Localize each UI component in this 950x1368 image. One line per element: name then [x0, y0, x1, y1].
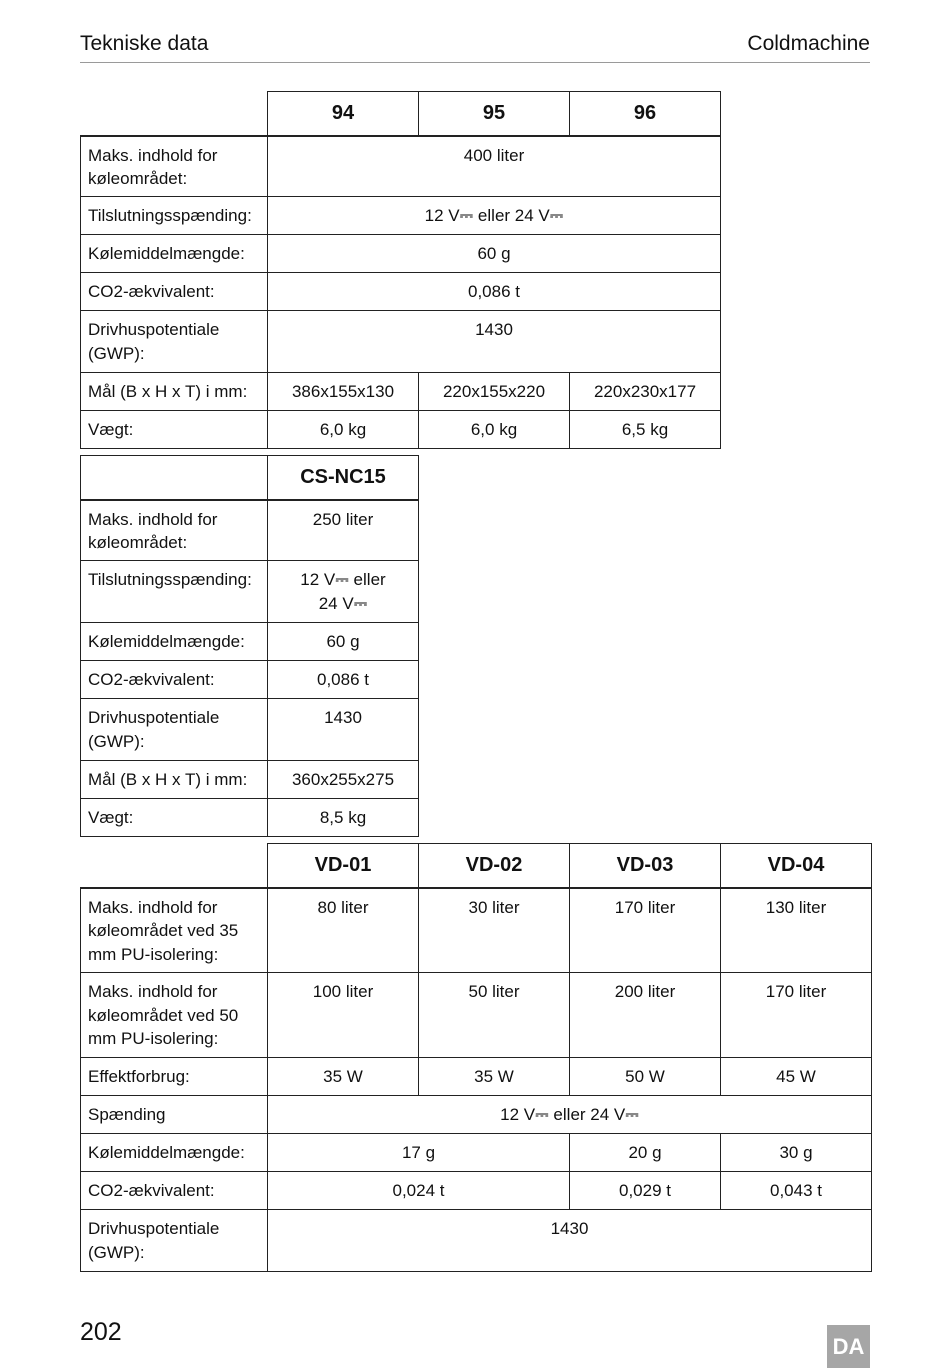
page-number: 202 — [80, 1318, 122, 1346]
cell-value: 50 W — [570, 1058, 721, 1096]
table-row — [81, 500, 419, 561]
table-row — [81, 311, 721, 373]
cell-value: 0,043 t — [721, 1172, 872, 1210]
cell-value: 6,5 kg — [570, 411, 721, 449]
row-label: CO2-ækvivalent: — [81, 1172, 268, 1210]
table-row — [81, 623, 419, 661]
row-label: CO2-ækvivalent: — [81, 273, 268, 311]
cell-value: 12 V⎓ eller 24 V⎓ — [268, 1096, 872, 1134]
cell-value: 0,086 t — [268, 661, 419, 699]
cell-value: 0,024 t — [268, 1172, 570, 1210]
table-header-row — [81, 844, 872, 888]
cell-value: 170 liter — [721, 973, 872, 1058]
row-label: Maks. indhold for køleområdet ved 50 mm PU-isolering: — [81, 973, 268, 1058]
table-row — [81, 235, 721, 273]
cell-value: 220x230x177 — [570, 373, 721, 411]
cell-value: 20 g — [570, 1134, 721, 1172]
cell-value: 0,086 t — [268, 273, 721, 311]
row-label: Spænding — [81, 1096, 268, 1134]
cell-value: 170 liter — [570, 888, 721, 973]
cell-value: 30 g — [721, 1134, 872, 1172]
cell-value: 400 liter — [268, 136, 721, 197]
row-label: CO2-ækvivalent: — [81, 661, 268, 699]
row-label: Drivhuspotentiale (GWP): — [81, 311, 268, 373]
cell-value: 250 liter — [268, 500, 419, 561]
cell-value: 130 liter — [721, 888, 872, 973]
row-label: Tilslutningsspænding: — [81, 197, 268, 235]
cell-value: 6,0 kg — [268, 411, 419, 449]
cell-value: 360x255x275 — [268, 761, 419, 799]
cell-value: 60 g — [268, 623, 419, 661]
table-row — [81, 699, 419, 761]
table-row — [81, 661, 419, 699]
cell-value: 6,0 kg — [419, 411, 570, 449]
table-row — [81, 561, 419, 623]
model-header: VD-04 — [721, 844, 872, 888]
cell-value: 60 g — [268, 235, 721, 273]
table-header-row — [81, 456, 419, 500]
table-row — [81, 888, 872, 973]
empty-corner-cell — [81, 844, 268, 888]
row-label: Maks. indhold for køleområdet ved 35 mm PU-isolering: — [81, 888, 268, 973]
row-label: Vægt: — [81, 799, 268, 837]
table-row — [81, 1172, 872, 1210]
row-label: Maks. indhold for køleområdet: — [81, 136, 268, 197]
model-header: 94 — [268, 92, 419, 136]
model-header: CS-NC15 — [268, 456, 419, 500]
empty-corner-cell — [81, 92, 268, 136]
table-row — [81, 973, 872, 1058]
spec-table-94-96 — [80, 91, 721, 449]
cell-value: 50 liter — [419, 973, 570, 1058]
table-header-row — [81, 92, 721, 136]
row-label: Mål (B x H x T) i mm: — [81, 373, 268, 411]
product-title: Coldmachine — [747, 32, 870, 55]
cell-value: 8,5 kg — [268, 799, 419, 837]
row-label: Effektforbrug: — [81, 1058, 268, 1096]
table-row — [81, 273, 721, 311]
voltage-line: 12 V⎓ eller — [300, 570, 386, 589]
cell-value: 1430 — [268, 1210, 872, 1272]
row-label: Kølemiddelmængde: — [81, 1134, 268, 1172]
page-header — [80, 28, 870, 63]
table-row — [81, 1134, 872, 1172]
section-title: Tekniske data — [80, 32, 209, 55]
empty-corner-cell — [81, 456, 268, 500]
model-header: 96 — [570, 92, 721, 136]
row-label: Kølemiddelmængde: — [81, 623, 268, 661]
cell-value — [268, 561, 419, 623]
spec-table-vd — [80, 843, 872, 1272]
cell-value: 1430 — [268, 311, 721, 373]
cell-value: 386x155x130 — [268, 373, 419, 411]
cell-value: 1430 — [268, 699, 419, 761]
cell-value: 100 liter — [268, 973, 419, 1058]
table-row — [81, 761, 419, 799]
table-row — [81, 1058, 872, 1096]
row-label: Mål (B x H x T) i mm: — [81, 761, 268, 799]
model-header: VD-01 — [268, 844, 419, 888]
table-row — [81, 197, 721, 235]
cell-value: 35 W — [268, 1058, 419, 1096]
row-label: Drivhuspotentiale (GWP): — [81, 1210, 268, 1272]
cell-value: 35 W — [419, 1058, 570, 1096]
cell-value: 12 V⎓ eller 24 V⎓ — [268, 197, 721, 235]
row-label: Vægt: — [81, 411, 268, 449]
table-row — [81, 1210, 872, 1272]
cell-value: 200 liter — [570, 973, 721, 1058]
table-row — [81, 373, 721, 411]
voltage-line: 24 V⎓ — [318, 593, 368, 613]
spec-table-cs-nc15 — [80, 455, 419, 837]
model-header: VD-03 — [570, 844, 721, 888]
row-label: Kølemiddelmængde: — [81, 235, 268, 273]
row-label: Maks. indhold for køleområdet: — [81, 500, 268, 561]
model-header: 95 — [419, 92, 570, 136]
model-header: VD-02 — [419, 844, 570, 888]
table-row — [81, 799, 419, 837]
cell-value: 30 liter — [419, 888, 570, 973]
table-row — [81, 1096, 872, 1134]
language-badge: DA — [827, 1325, 870, 1368]
cell-value: 80 liter — [268, 888, 419, 973]
row-label: Drivhuspotentiale (GWP): — [81, 699, 268, 761]
cell-value: 220x155x220 — [419, 373, 570, 411]
cell-value: 45 W — [721, 1058, 872, 1096]
table-row — [81, 411, 721, 449]
cell-value: 0,029 t — [570, 1172, 721, 1210]
table-row — [81, 136, 721, 197]
cell-value: 17 g — [268, 1134, 570, 1172]
row-label: Tilslutningsspænding: — [81, 561, 268, 623]
